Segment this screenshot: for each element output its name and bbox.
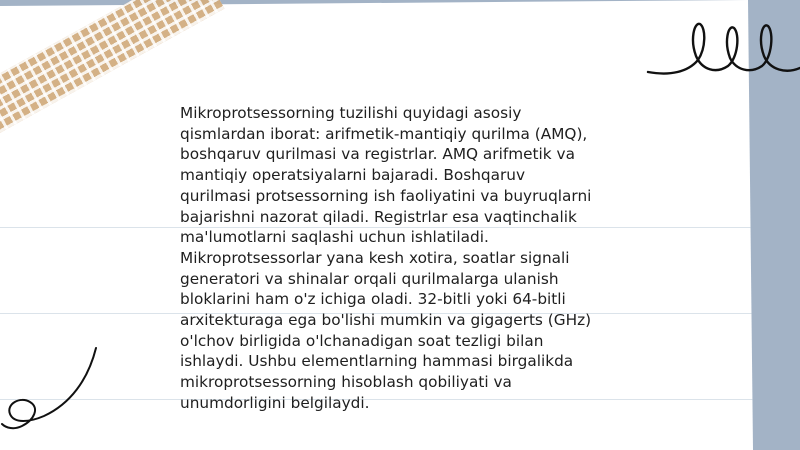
curl-stroke-decoration [0, 340, 110, 440]
scribble-loops-decoration [640, 10, 800, 90]
body-paragraph: Mikroprotsessorning tuzilishi quyidagi asosiy qismlardan iborat: arifmetik-mantiqiy qurilma (AMQ), boshqaruv qurilmasi va registrlar. AMQ arifmetik va mantiqiy operatsiyalarni bajaradi. Boshqaruv qurilmasi protsessorning ish faoliyatini va buyruqlarni bajarishni nazorat qiladi. Registrlar esa vaqtinchalik ma'lumotlarni saqlashi uchun ishlatiladi. Mikroprotsessorlar yana kesh xotira, soatlar signali generatori va shinalar orqali qurilmalarga ulanish bloklarini ham o'z ichiga oladi. 32-bitli yoki 64-bitli arxitekturaga ega bo'lishi mumkin va gigagerts (GHz) o'lchov birligida o'lchanadigan soat tezligi bilan ishlaydi. Ushbu elementlarning hammasi birgalikda mikroprotsessorning hisoblash qobiliyati va unumdorligini belgilaydi. [180, 104, 592, 412]
